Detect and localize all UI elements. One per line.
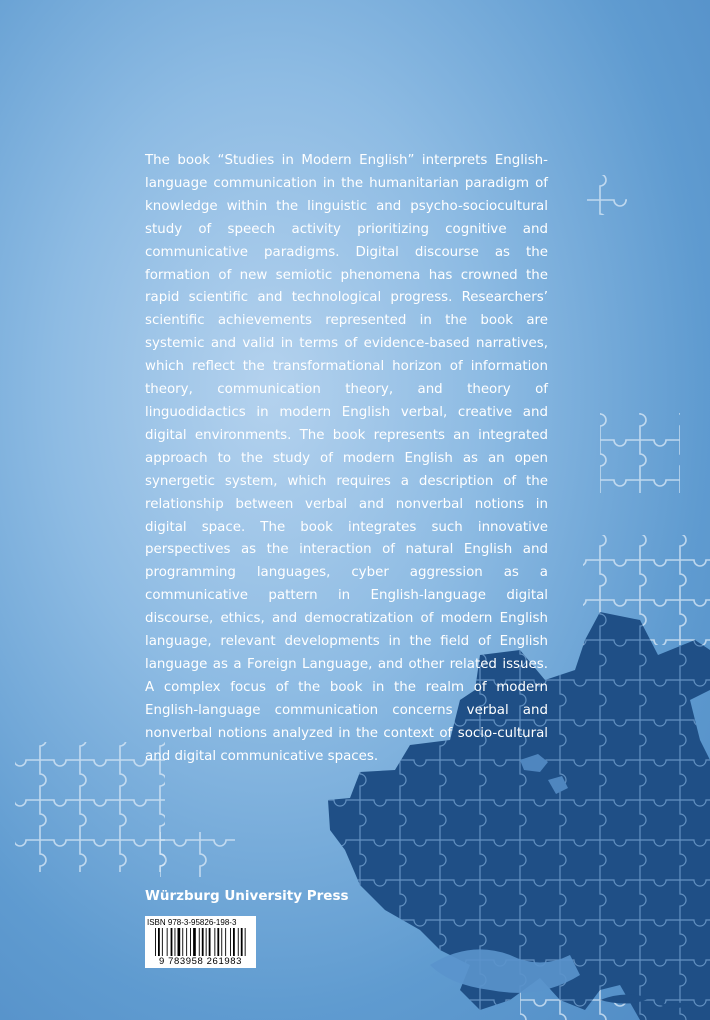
- isbn-label: ISBN 978-3-95826-198-3: [147, 918, 237, 927]
- publisher-name: Würzburg University Press: [145, 888, 349, 904]
- isbn-barcode: [145, 916, 256, 968]
- barcode-digits: 9 783958 261983: [159, 956, 242, 967]
- blurb-text: The book “Studies in Modern English” interprets English-language communication in the humanitarian paradigm of knowledge within the linguistic and psycho-sociocultural study of speech activity prioritizing cognitive and communicative paradigms. Digital discourse as the formation of new semiotic phenomena has crowned the rapid scientific and technological progress. Researchers’ scientific achievements represented in the book are systemic and valid in terms of evidence-based narratives, which reflect the transformational horizon of information theory, communication theory, and theory of linguodidactics in modern English verbal, creative and digital environments. The book represents an integrated approach to the study of modern English as an open synergetic system, which requires a description of the relationship between verbal and nonverbal notions in digital space. The book integrates such innovative perspectives as the interaction of natural English and programming languages, cyber aggression as a communicative pattern in English-language digital discourse, ethics, and democratization of modern English language, relevant developments in the field of English language as a Foreign Language, and other related issues. A complex focus of the book in the realm of modern English-language communication concerns verbal and nonverbal notions analyzed in the context of socio-cultural and digital communicative spaces.: [145, 153, 548, 764]
